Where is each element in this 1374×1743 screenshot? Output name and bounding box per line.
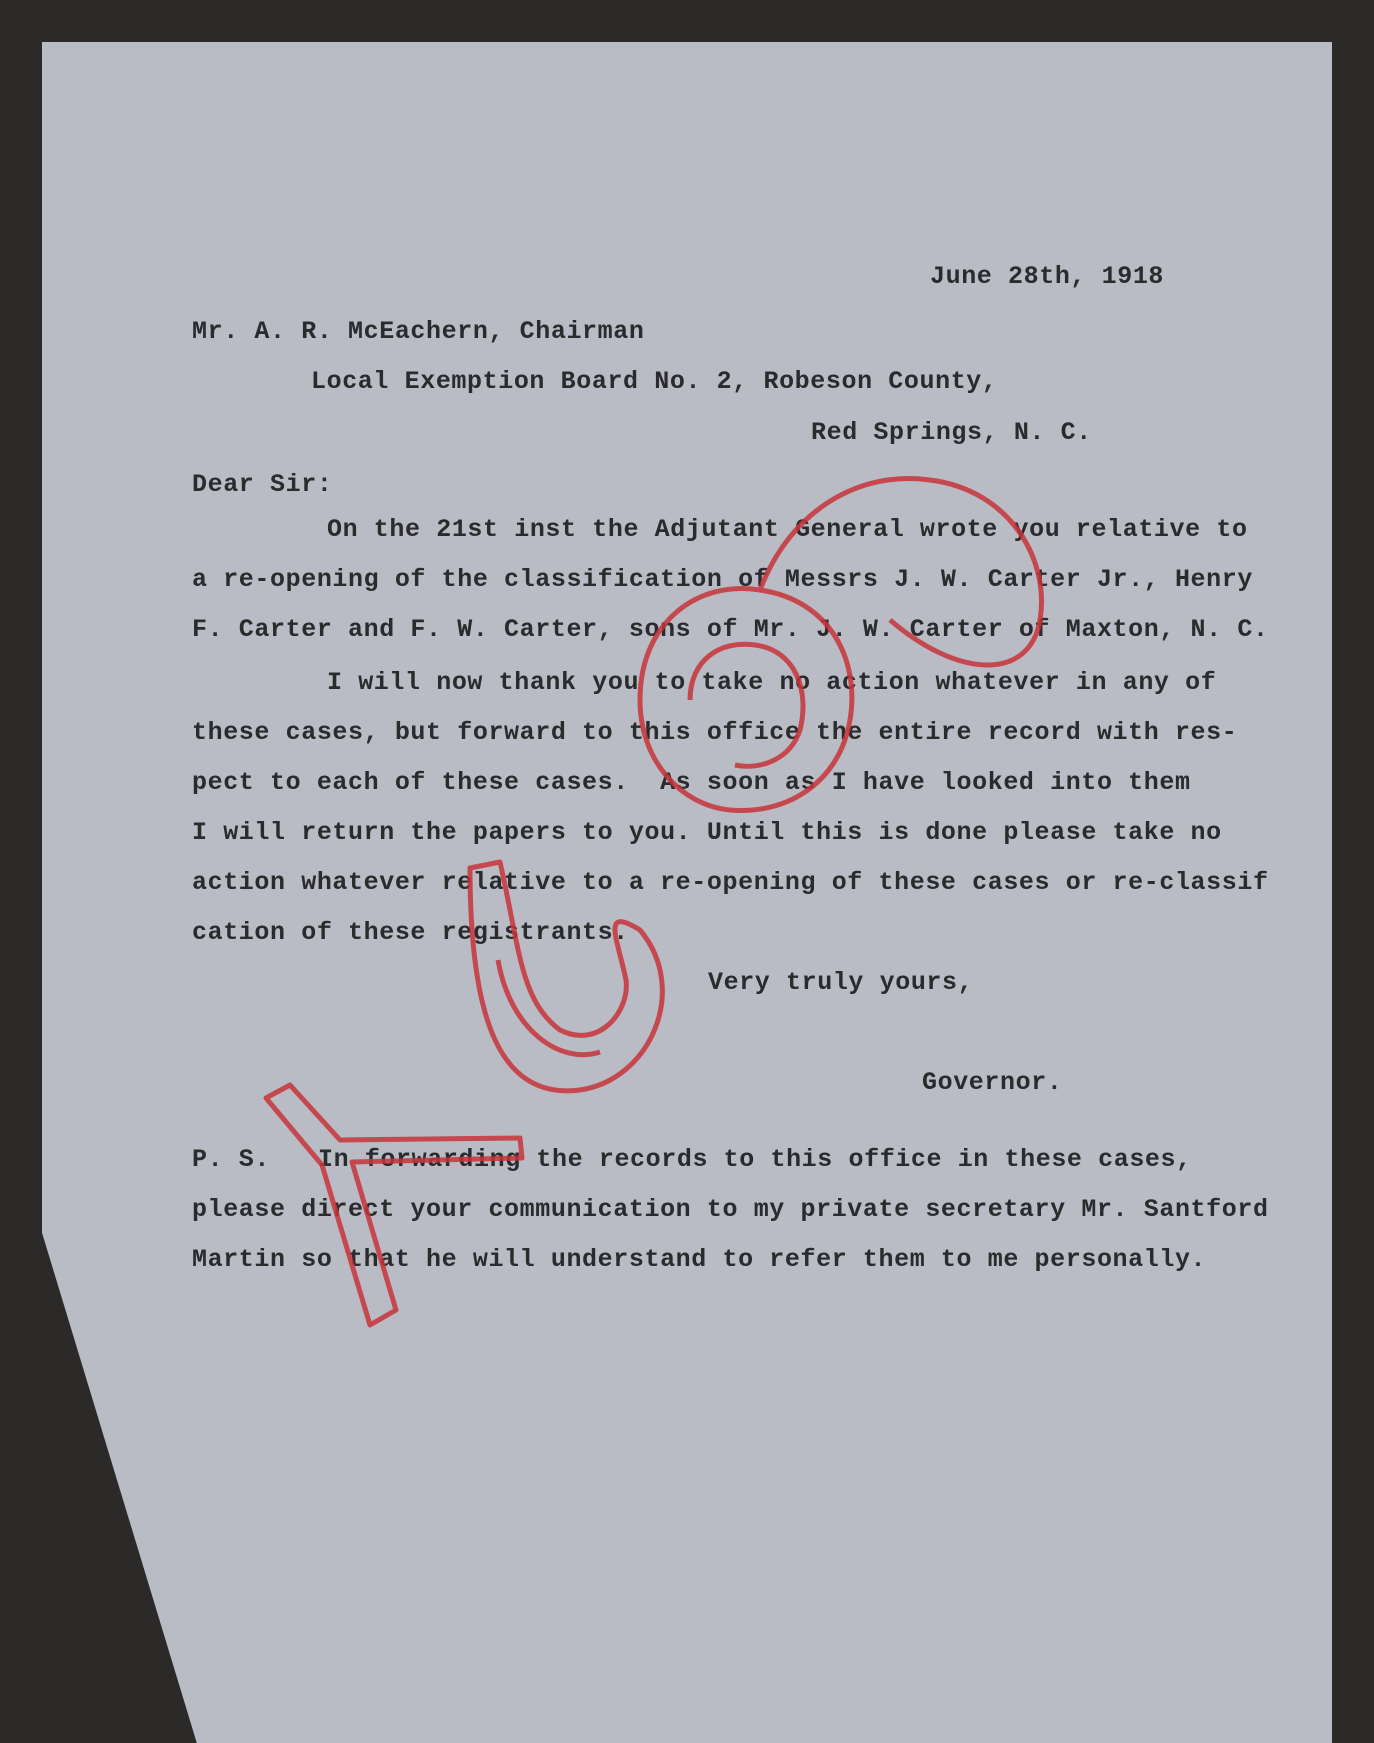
ps-line: In forwarding the records to this office in these cases, — [318, 1145, 1192, 1174]
ps-label: P. S. — [192, 1145, 271, 1174]
body-line: cation of these registrants. — [192, 918, 629, 947]
body-line: action whatever relative to a re-opening of these cases or re-classif — [192, 868, 1269, 897]
closing: Very truly yours, — [708, 968, 974, 997]
recipient-city: Red Springs, N. C. — [811, 418, 1092, 447]
letter-date: June 28th, 1918 — [930, 262, 1165, 291]
recipient-board: Local Exemption Board No. 2, Robeson County, — [311, 367, 998, 396]
body-line: I will return the papers to you. Until this is done please take no — [192, 818, 1222, 847]
signature-title: Governor. — [922, 1068, 1063, 1097]
recipient-name: Mr. A. R. McEachern, Chairman — [192, 317, 645, 346]
ps-line: Martin so that he will understand to refer them to me personally. — [192, 1245, 1207, 1274]
body-line: F. Carter and F. W. Carter, sons of Mr. J. W. Carter of Maxton, N. C. — [192, 615, 1269, 644]
salutation: Dear Sir: — [192, 470, 333, 499]
body-line: these cases, but forward to this office the entire record with res- — [192, 718, 1238, 747]
body-line: a re-opening of the classification of Messrs J. W. Carter Jr., Henry — [192, 565, 1253, 594]
ps-line: please direct your communication to my private secretary Mr. Santford — [192, 1195, 1269, 1224]
body-line: On the 21st inst the Adjutant General wrote you relative to — [327, 515, 1248, 544]
body-line: I will now thank you to take no action whatever in any of — [327, 668, 1217, 697]
body-line: pect to each of these cases. As soon as I have looked into them — [192, 768, 1191, 797]
